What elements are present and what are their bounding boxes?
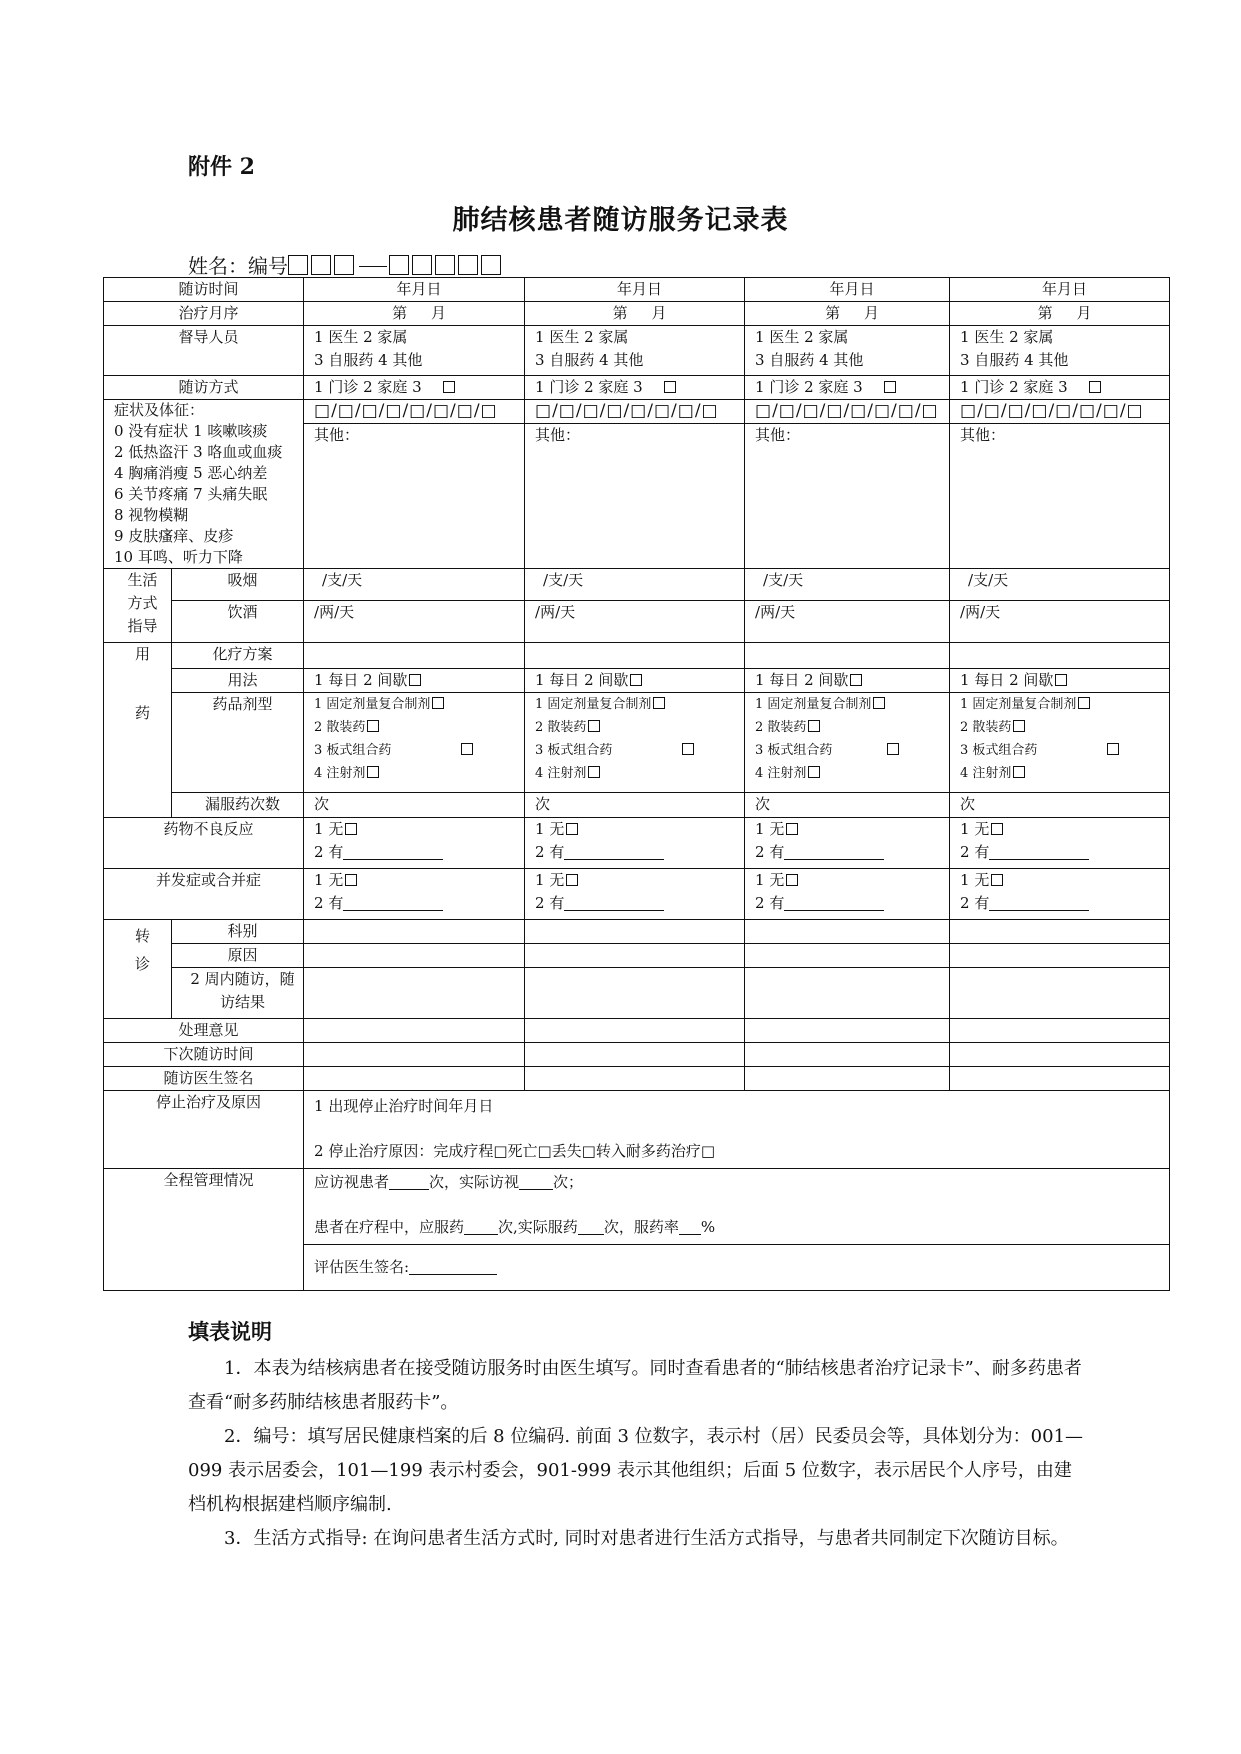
row-supervisor bbox=[104, 326, 1170, 376]
stop-cell[interactable]: 1 出现停止治疗时间年月日 2 停止治疗原因：完成疗程□死亡□丢失□转入耐多药治疗□ bbox=[304, 1091, 1170, 1169]
row-stop bbox=[104, 1091, 1170, 1169]
missed-cell[interactable]: 次 bbox=[304, 793, 525, 818]
doctor-sign-cell[interactable] bbox=[745, 1067, 950, 1091]
symptom-other-cell[interactable]: 其他： bbox=[950, 424, 1170, 569]
reason-cell[interactable] bbox=[950, 944, 1170, 968]
drinking-cell[interactable]: /两/天 bbox=[950, 601, 1170, 643]
chemo-cell[interactable] bbox=[525, 643, 745, 669]
doctor-sign-cell[interactable] bbox=[950, 1067, 1170, 1091]
drinking-cell[interactable]: /两/天 bbox=[745, 601, 950, 643]
row-treatment-month bbox=[104, 302, 1170, 326]
row-two-week bbox=[104, 968, 1170, 1019]
label-visit-mode: 随访方式 bbox=[104, 376, 304, 400]
symptom-other-cell[interactable]: 其他： bbox=[525, 424, 745, 569]
id-box[interactable] bbox=[288, 255, 308, 275]
label-adverse: 药物不良反应 bbox=[104, 818, 304, 869]
complication-cell[interactable]: 1 无 2 有 bbox=[304, 869, 525, 920]
next-visit-cell[interactable] bbox=[950, 1043, 1170, 1067]
reason-cell[interactable] bbox=[525, 944, 745, 968]
opinion-cell[interactable] bbox=[525, 1019, 745, 1043]
dosage-form-cell[interactable]: 1 固定剂量复合制剂 2 散装药 3 板式组合药 4 注射剂 bbox=[950, 693, 1170, 793]
opinion-cell[interactable] bbox=[950, 1019, 1170, 1043]
visit-date-cell[interactable]: 年月日 bbox=[745, 278, 950, 302]
visit-mode-cell[interactable]: 1 门诊 2 家庭 3 bbox=[304, 376, 525, 400]
row-visit-mode bbox=[104, 376, 1170, 400]
id-box[interactable] bbox=[334, 255, 354, 275]
chemo-cell[interactable] bbox=[745, 643, 950, 669]
name-id-row bbox=[188, 250, 504, 279]
row-doctor-sign bbox=[104, 1067, 1170, 1091]
symptom-boxes[interactable]: □/□/□/□/□/□/□/□ bbox=[745, 400, 950, 424]
appendix-label: 附件 2 bbox=[188, 154, 255, 180]
adverse-cell[interactable]: 1 无 2 有 bbox=[525, 818, 745, 869]
id-label: 编号 bbox=[248, 254, 288, 278]
id-box[interactable] bbox=[481, 255, 501, 275]
label-missed: 漏服药次数 bbox=[172, 793, 304, 818]
label-reason: 原因 bbox=[172, 944, 304, 968]
label-drinking: 饮酒 bbox=[172, 601, 304, 643]
symptom-other-cell[interactable]: 其他： bbox=[304, 424, 525, 569]
label-symptoms: 症状及体征： 0 没有症状 1 咳嗽咳痰 2 低热盗汗 3 咯血或血痰 4 胸痛消瘦 5 恶心纳差 6 关节疼痛 7 头痛失眠 8 视物模糊 9 皮肤瘙痒、皮疹 10 耳鸣、听力下降 bbox=[104, 400, 304, 569]
row-usage bbox=[104, 669, 1170, 693]
treatment-month-cell[interactable]: 第 月 bbox=[304, 302, 525, 326]
doctor-sign-cell[interactable] bbox=[525, 1067, 745, 1091]
instructions-heading: 填表说明 bbox=[188, 1319, 272, 1344]
label-referral: 转 诊 bbox=[104, 920, 172, 1019]
instructions bbox=[188, 1316, 1088, 1556]
label-dosage-form: 药品剂型 bbox=[172, 693, 304, 793]
label-treatment-month: 治疗月序 bbox=[104, 302, 304, 326]
instruction-2: 2．编号：填写居民健康档案的后 8 位编码. 前面 3 位数字，表示村（居）民委员会等，具体划分为：001—099 表示居委会，101—199 表示村委会，901-999 表示其他组织；后面 5 位数字，表示居民个人序号，由建档机构根据建档顺序编制. bbox=[188, 1426, 1084, 1515]
complication-cell[interactable]: 1 无 2 有 bbox=[950, 869, 1170, 920]
checkbox-icon bbox=[664, 381, 676, 393]
reason-cell[interactable] bbox=[304, 944, 525, 968]
missed-cell[interactable]: 次 bbox=[950, 793, 1170, 818]
treatment-month-cell[interactable]: 第 月 bbox=[525, 302, 745, 326]
label-two-week: 2 周内随访，随 访结果 bbox=[172, 968, 304, 1019]
usage-cell[interactable]: 1 每日 2 间歇 bbox=[745, 669, 950, 693]
label-usage: 用法 bbox=[172, 669, 304, 693]
checkbox-icon bbox=[443, 381, 455, 393]
name-label: 姓名： bbox=[188, 254, 248, 278]
label-next-visit: 下次随访时间 bbox=[104, 1043, 304, 1067]
dosage-form-cell[interactable]: 1 固定剂量复合制剂 2 散装药 3 板式组合药 4 注射剂 bbox=[745, 693, 950, 793]
checkbox-icon bbox=[409, 674, 421, 686]
supervisor-cell[interactable]: 1 医生 2 家属 3 自服药 4 其他 bbox=[745, 326, 950, 376]
row-next-visit bbox=[104, 1043, 1170, 1067]
id-dash bbox=[359, 266, 387, 267]
complication-cell[interactable]: 1 无 2 有 bbox=[525, 869, 745, 920]
usage-cell[interactable]: 1 每日 2 间歇 bbox=[525, 669, 745, 693]
adverse-cell[interactable]: 1 无 2 有 bbox=[745, 818, 950, 869]
label-medication: 用 药 bbox=[104, 643, 172, 818]
followup-form-table bbox=[103, 277, 1170, 1291]
label-opinion: 处理意见 bbox=[104, 1019, 304, 1043]
department-cell[interactable] bbox=[950, 920, 1170, 944]
visit-mode-cell[interactable]: 1 门诊 2 家庭 3 bbox=[525, 376, 745, 400]
two-week-cell[interactable] bbox=[304, 968, 525, 1019]
dosage-form-cell[interactable]: 1 固定剂量复合制剂 2 散装药 3 板式组合药 4 注射剂 bbox=[304, 693, 525, 793]
form-title: 肺结核患者随访服务记录表 bbox=[452, 205, 789, 236]
visit-mode-cell[interactable]: 1 门诊 2 家庭 3 bbox=[950, 376, 1170, 400]
id-box[interactable] bbox=[412, 255, 432, 275]
checkbox-icon bbox=[884, 381, 896, 393]
label-stop: 停止治疗及原因 bbox=[104, 1091, 304, 1169]
label-supervisor: 督导人员 bbox=[104, 326, 304, 376]
dosage-form-cell[interactable]: 1 固定剂量复合制剂 2 散装药 3 板式组合药 4 注射剂 bbox=[525, 693, 745, 793]
visit-date-cell[interactable]: 年月日 bbox=[525, 278, 745, 302]
checkbox-icon bbox=[1089, 381, 1101, 393]
label-lifestyle: 生活 方式 指导 bbox=[104, 569, 172, 643]
instruction-3: 3．生活方式指导: 在询问患者生活方式时, 同时对患者进行生活方式指导，与患者共同制定下次随访目标。 bbox=[224, 1528, 1069, 1549]
supervisor-cell[interactable]: 1 医生 2 家属 3 自服药 4 其他 bbox=[304, 326, 525, 376]
label-smoking: 吸烟 bbox=[172, 569, 304, 601]
instruction-1: 1．本表为结核病患者在接受随访服务时由医生填写。同时查看患者的“肺结核患者治疗记录卡”、耐多药患者查看“耐多药肺结核患者服药卡”。 bbox=[188, 1358, 1082, 1413]
row-department bbox=[104, 920, 1170, 944]
row-dosage-form bbox=[104, 693, 1170, 793]
two-week-cell[interactable] bbox=[525, 968, 745, 1019]
missed-cell[interactable]: 次 bbox=[525, 793, 745, 818]
two-week-cell[interactable] bbox=[745, 968, 950, 1019]
row-missed bbox=[104, 793, 1170, 818]
visit-date-cell[interactable]: 年月日 bbox=[950, 278, 1170, 302]
row-adverse bbox=[104, 818, 1170, 869]
row-drinking bbox=[104, 601, 1170, 643]
label-doctor-sign: 随访医生签名 bbox=[104, 1067, 304, 1091]
row-reason bbox=[104, 944, 1170, 968]
reason-cell[interactable] bbox=[745, 944, 950, 968]
department-cell[interactable] bbox=[525, 920, 745, 944]
checkbox-icon bbox=[850, 674, 862, 686]
row-complication bbox=[104, 869, 1170, 920]
smoking-cell[interactable]: /支/天 bbox=[745, 569, 950, 601]
missed-cell[interactable]: 次 bbox=[745, 793, 950, 818]
symptom-boxes[interactable]: □/□/□/□/□/□/□/□ bbox=[304, 400, 525, 424]
label-department: 科别 bbox=[172, 920, 304, 944]
next-visit-cell[interactable] bbox=[525, 1043, 745, 1067]
complication-cell[interactable]: 1 无 2 有 bbox=[745, 869, 950, 920]
id-box[interactable] bbox=[435, 255, 455, 275]
symptom-other-cell[interactable]: 其他： bbox=[745, 424, 950, 569]
department-cell[interactable] bbox=[304, 920, 525, 944]
smoking-cell[interactable]: /支/天 bbox=[304, 569, 525, 601]
two-week-cell[interactable] bbox=[950, 968, 1170, 1019]
row-opinion bbox=[104, 1019, 1170, 1043]
label-visit-time: 随访时间 bbox=[104, 278, 304, 302]
chemo-cell[interactable] bbox=[304, 643, 525, 669]
chemo-cell[interactable] bbox=[950, 643, 1170, 669]
smoking-cell[interactable]: /支/天 bbox=[950, 569, 1170, 601]
supervisor-cell[interactable]: 1 医生 2 家属 3 自服药 4 其他 bbox=[950, 326, 1170, 376]
smoking-cell[interactable]: /支/天 bbox=[525, 569, 745, 601]
row-chemo bbox=[104, 643, 1170, 669]
opinion-cell[interactable] bbox=[745, 1019, 950, 1043]
label-chemo: 化疗方案 bbox=[172, 643, 304, 669]
label-overall: 全程管理情况 bbox=[104, 1169, 304, 1291]
usage-cell[interactable]: 1 每日 2 间歇 bbox=[950, 669, 1170, 693]
drinking-cell[interactable]: /两/天 bbox=[304, 601, 525, 643]
id-box[interactable] bbox=[389, 255, 409, 275]
next-visit-cell[interactable] bbox=[745, 1043, 950, 1067]
row-overall bbox=[104, 1169, 1170, 1245]
id-box[interactable] bbox=[311, 255, 331, 275]
overall-sign-cell[interactable]: 评估医生签名: bbox=[304, 1245, 1170, 1291]
adverse-cell[interactable]: 1 无 2 有 bbox=[304, 818, 525, 869]
id-box[interactable] bbox=[458, 255, 478, 275]
checkbox-icon bbox=[630, 674, 642, 686]
treatment-month-cell[interactable]: 第 月 bbox=[745, 302, 950, 326]
next-visit-cell[interactable] bbox=[304, 1043, 525, 1067]
overall-cell[interactable]: 应访视患者 次，实际访视 次； 患者在疗程中，应服药 次,实际服药 次，服药率 % bbox=[304, 1169, 1170, 1245]
symptom-boxes[interactable]: □/□/□/□/□/□/□/□ bbox=[525, 400, 745, 424]
row-smoking bbox=[104, 569, 1170, 601]
adverse-cell[interactable]: 1 无 2 有 bbox=[950, 818, 1170, 869]
supervisor-cell[interactable]: 1 医生 2 家属 3 自服药 4 其他 bbox=[525, 326, 745, 376]
department-cell[interactable] bbox=[745, 920, 950, 944]
usage-cell[interactable]: 1 每日 2 间歇 bbox=[304, 669, 525, 693]
doctor-sign-cell[interactable] bbox=[304, 1067, 525, 1091]
row-visit-time bbox=[104, 278, 1170, 302]
visit-mode-cell[interactable]: 1 门诊 2 家庭 3 bbox=[745, 376, 950, 400]
opinion-cell[interactable] bbox=[304, 1019, 525, 1043]
row-symptoms-boxes bbox=[104, 400, 1170, 424]
treatment-month-cell[interactable]: 第 月 bbox=[950, 302, 1170, 326]
label-complication: 并发症或合并症 bbox=[104, 869, 304, 920]
symptom-boxes[interactable]: □/□/□/□/□/□/□/□ bbox=[950, 400, 1170, 424]
drinking-cell[interactable]: /两/天 bbox=[525, 601, 745, 643]
checkbox-icon bbox=[1055, 674, 1067, 686]
visit-date-cell[interactable]: 年月日 bbox=[304, 278, 525, 302]
